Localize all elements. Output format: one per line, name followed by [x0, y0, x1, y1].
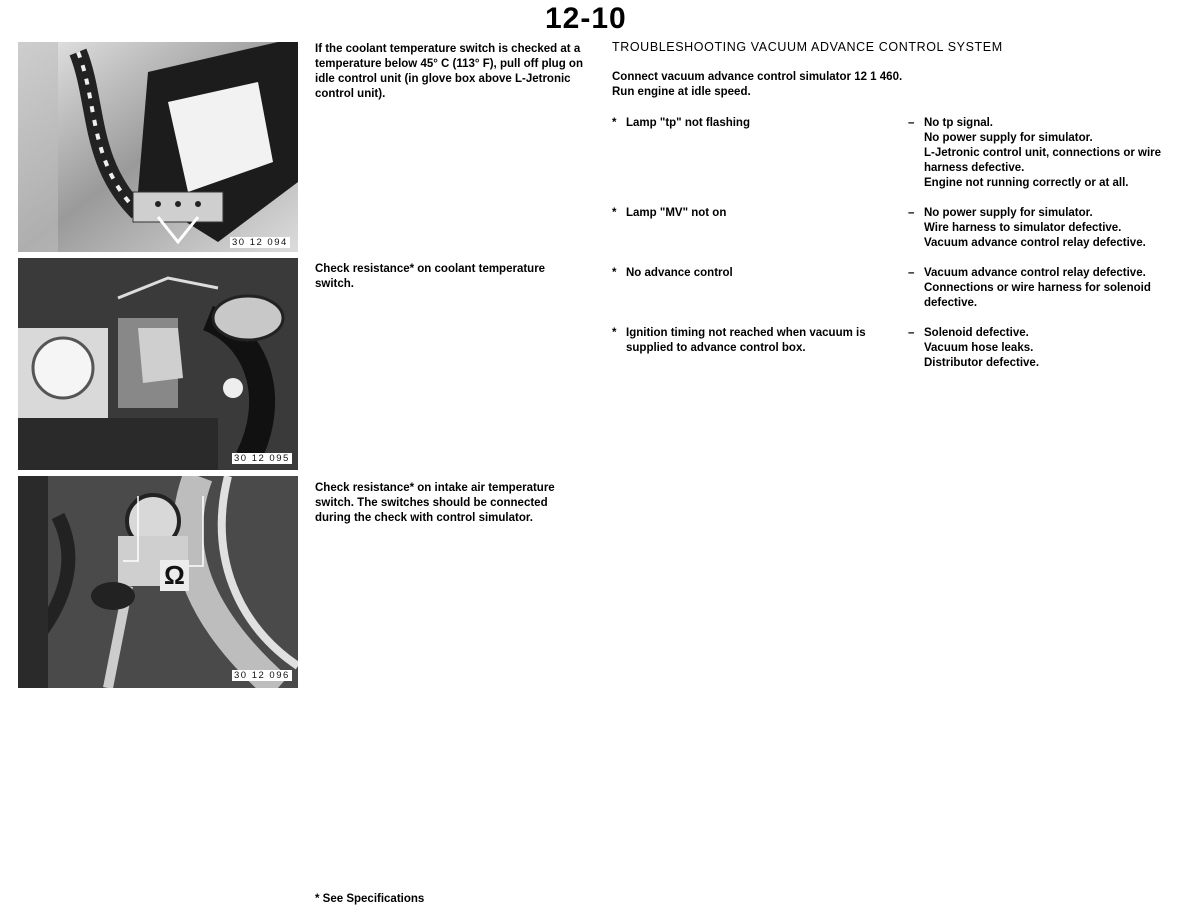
symptom-text: Ignition timing not reached when vacuum is supplied to advance control box.: [626, 327, 866, 354]
photo-intake-switch-illustration: [18, 476, 298, 688]
caption-text: Check resistance* on coolant temperature switch.: [315, 263, 546, 290]
cause-line: Vacuum hose leaks.: [924, 342, 1034, 354]
bullet-star: *: [612, 117, 617, 129]
dash-marker: –: [908, 327, 915, 339]
caption-figure-3: [315, 481, 585, 526]
cause-line: No power supply for simulator.: [924, 132, 1093, 144]
bullet-star: *: [612, 327, 617, 339]
photo-intake-air-temperature-switch: [18, 476, 298, 688]
page-number: 12-10: [545, 2, 627, 35]
cause-line: No tp signal.: [924, 117, 993, 129]
cause-line: Distributor defective.: [924, 357, 1040, 369]
photo-coolant-switch-illustration: [18, 258, 298, 470]
intro-line: Connect vacuum advance control simulator 12 1 460.: [612, 71, 903, 83]
figure-label: 30 12 095: [234, 453, 290, 464]
cause-line: Vacuum advance control relay defective.: [924, 267, 1146, 279]
cause-line: defective.: [924, 297, 978, 309]
fault-symptom: [612, 266, 916, 281]
symptom-text: No advance control: [626, 267, 733, 279]
photo-idle-control-unit-illustration: [18, 42, 298, 252]
fault-symptom: [612, 116, 916, 131]
symptom-text: Lamp "tp" not flashing: [626, 117, 750, 129]
dash-marker: –: [908, 267, 915, 279]
cause-line: Engine not running correctly or at all.: [924, 177, 1129, 189]
symptom-text: Lamp "MV" not on: [626, 207, 727, 219]
fault-symptom: [612, 206, 916, 221]
figure-label: 30 12 094: [232, 237, 288, 248]
photo-idle-control-unit: [18, 42, 298, 252]
footnote: * See Specifications: [315, 893, 425, 905]
dash-marker: –: [908, 207, 915, 219]
bullet-star: *: [612, 207, 617, 219]
fault-causes: [908, 206, 1200, 251]
ohm-symbol: Ω: [160, 560, 189, 591]
caption-text: If the coolant temperature switch is checked at a temperature below 45° C (113° F), pull off plug on idle control unit (in glove box above L-Jetronic control unit).: [315, 43, 583, 100]
cause-line: Vacuum advance control relay defective.: [924, 237, 1146, 249]
figure-label: 30 12 096: [234, 670, 290, 681]
intro-instructions: [612, 70, 1172, 100]
cause-line: Solenoid defective.: [924, 327, 1029, 339]
caption-figure-2: [315, 262, 585, 292]
cause-line: L-Jetronic control unit, connections or wire: [924, 147, 1162, 159]
dash-marker: –: [908, 117, 915, 129]
intro-line: Run engine at idle speed.: [612, 86, 751, 98]
cause-line: Wire harness to simulator defective.: [924, 222, 1122, 234]
fault-causes: [908, 116, 1200, 191]
caption-figure-1: [315, 42, 585, 102]
photo-coolant-temperature-switch: [18, 258, 298, 470]
caption-text: Check resistance* on intake air temperature switch. The switches should be connected during the check with control simulator.: [315, 482, 555, 524]
bullet-star: *: [612, 267, 617, 279]
fault-symptom: [612, 326, 876, 356]
fault-causes: [908, 326, 1200, 371]
cause-line: harness defective.: [924, 162, 1025, 174]
fault-causes: [908, 266, 1200, 311]
cause-line: No power supply for simulator.: [924, 207, 1093, 219]
section-title: TROUBLESHOOTING VACUUM ADVANCE CONTROL SYSTEM: [612, 40, 1003, 54]
cause-line: Connections or wire harness for solenoid: [924, 282, 1151, 294]
